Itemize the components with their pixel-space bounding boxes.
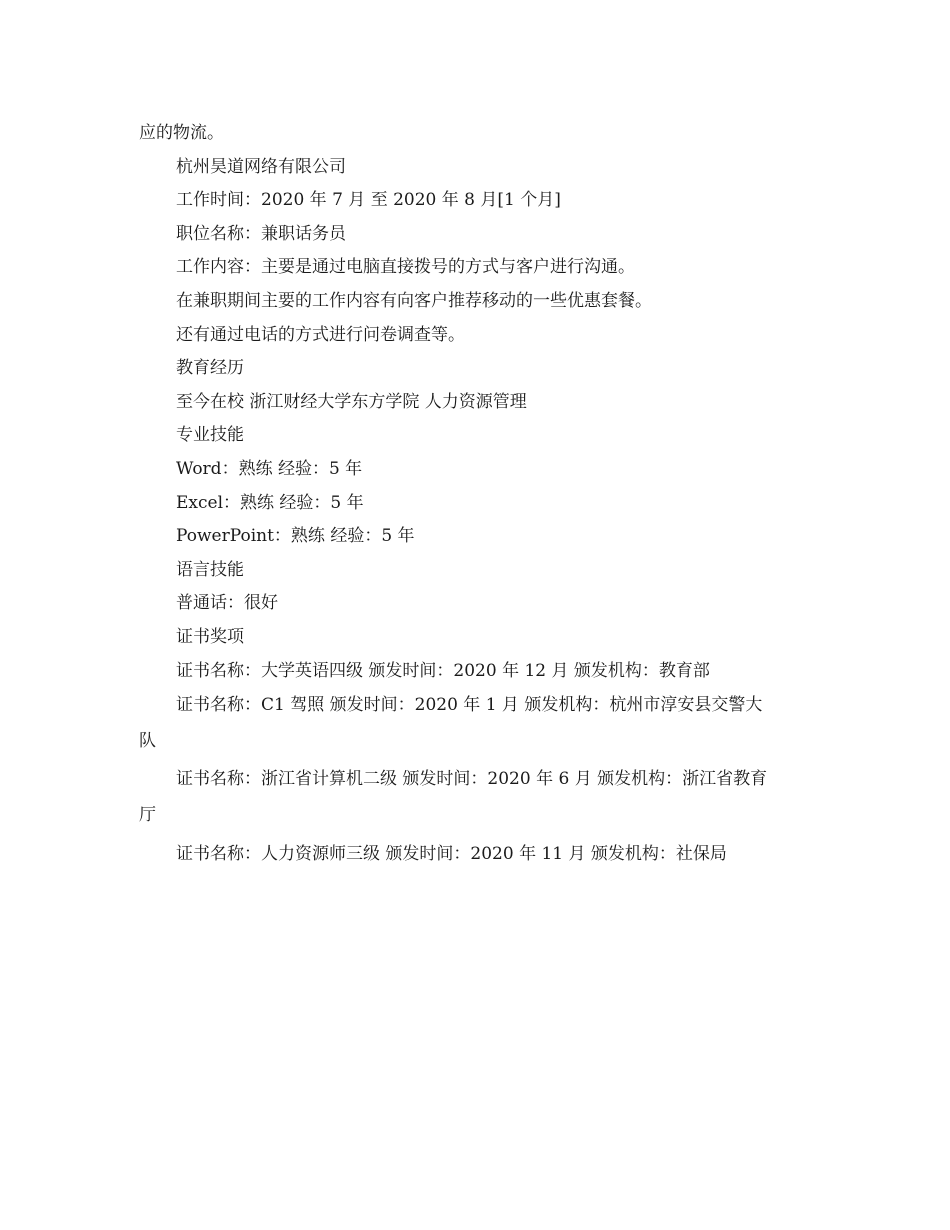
education-entry: 至今在校 浙江财经大学东方学院 人力资源管理 bbox=[176, 391, 527, 412]
document-body bbox=[139, 117, 819, 872]
cert-hr: 证书名称：人力资源师三级 颁发时间：2020 年 11 月 颁发机构：社保局 bbox=[176, 844, 727, 865]
work-detail-2: 还有通过电话的方式进行问卷调查等。 bbox=[176, 324, 465, 345]
skill-word: Word：熟练 经验：5 年 bbox=[176, 458, 363, 479]
cert-c1 bbox=[139, 690, 819, 762]
cert-c1-line-1: 证书名称：C1 驾照 颁发时间：2020 年 1 月 颁发机构：杭州市淳安县交警大 bbox=[176, 695, 763, 716]
skill-powerpoint: PowerPoint：熟练 经验：5 年 bbox=[176, 526, 415, 547]
certificates-heading: 证书奖项 bbox=[176, 626, 244, 647]
position-title: 职位名称：兼职话务员 bbox=[176, 223, 346, 244]
language-mandarin: 普通话：很好 bbox=[176, 593, 278, 614]
continuation-line: 应的物流。 bbox=[139, 123, 224, 143]
cert-computer-line-2: 厅 bbox=[139, 805, 156, 826]
language-heading: 语言技能 bbox=[176, 559, 244, 580]
company-name: 杭州昊道网络有限公司 bbox=[176, 156, 346, 177]
cert-computer bbox=[139, 764, 819, 836]
skills-heading: 专业技能 bbox=[176, 425, 244, 446]
education-heading: 教育经历 bbox=[176, 358, 244, 379]
work-time: 工作时间：2020 年 7 月 至 2020 年 8 月[1 个月] bbox=[176, 190, 561, 211]
skill-excel: Excel：熟练 经验：5 年 bbox=[176, 492, 364, 513]
work-content: 工作内容：主要是通过电脑直接拨号的方式与客户进行沟通。 bbox=[176, 257, 635, 278]
cert-c1-line-2: 队 bbox=[139, 731, 156, 752]
cert-computer-line-1: 证书名称：浙江省计算机二级 颁发时间：2020 年 6 月 颁发机构：浙江省教育 bbox=[176, 769, 768, 790]
work-detail-1: 在兼职期间主要的工作内容有向客户推荐移动的一些优惠套餐。 bbox=[176, 290, 652, 311]
cert-cet4: 证书名称：大学英语四级 颁发时间：2020 年 12 月 颁发机构：教育部 bbox=[176, 660, 710, 681]
